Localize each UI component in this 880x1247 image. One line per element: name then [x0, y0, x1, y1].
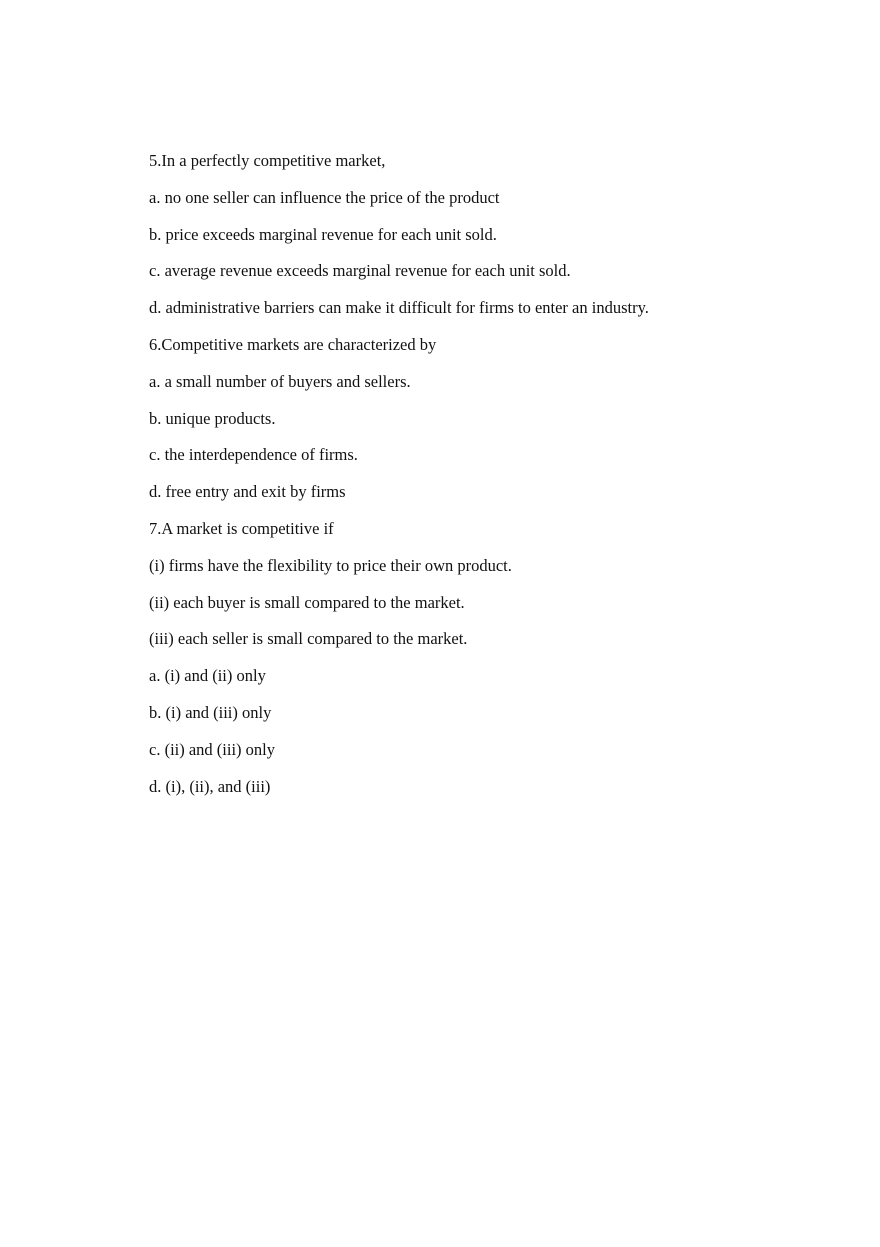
- answer-option: d. administrative barriers can make it difficult for firms to enter an industry.: [149, 298, 649, 318]
- answer-option: a. a small number of buyers and sellers.: [149, 371, 411, 391]
- answer-option: a. (i) and (ii) only: [149, 666, 266, 686]
- answer-option: d. free entry and exit by firms: [149, 482, 346, 502]
- question-7: [149, 518, 849, 798]
- statement-item: (ii) each buyer is small compared to the market.: [149, 592, 465, 612]
- question-stem: 5.In a perfectly competitive market,: [149, 151, 386, 170]
- answer-option: a. no one seller can influence the price of the product: [149, 187, 500, 207]
- statement-item: (i) firms have the flexibility to price their own product.: [149, 555, 512, 575]
- question-list: [149, 150, 849, 812]
- answer-option: b. (i) and (iii) only: [149, 702, 272, 722]
- answer-option: c. average revenue exceeds marginal revenue for each unit sold.: [149, 261, 571, 281]
- answer-option: d. (i), (ii), and (iii): [149, 776, 271, 796]
- question-stem: 7.A market is competitive if: [149, 518, 334, 538]
- answer-option: c. (ii) and (iii) only: [149, 739, 276, 759]
- answer-option: c. the interdependence of firms.: [149, 445, 358, 465]
- question-stem: 6.Competitive markets are characterized by: [149, 334, 437, 354]
- answer-option: b. unique products.: [149, 408, 276, 428]
- answer-option: b. price exceeds marginal revenue for each unit sold.: [149, 224, 497, 244]
- question-5: [149, 150, 849, 319]
- statement-item: (iii) each seller is small compared to the market.: [149, 629, 468, 649]
- question-6: [149, 334, 849, 503]
